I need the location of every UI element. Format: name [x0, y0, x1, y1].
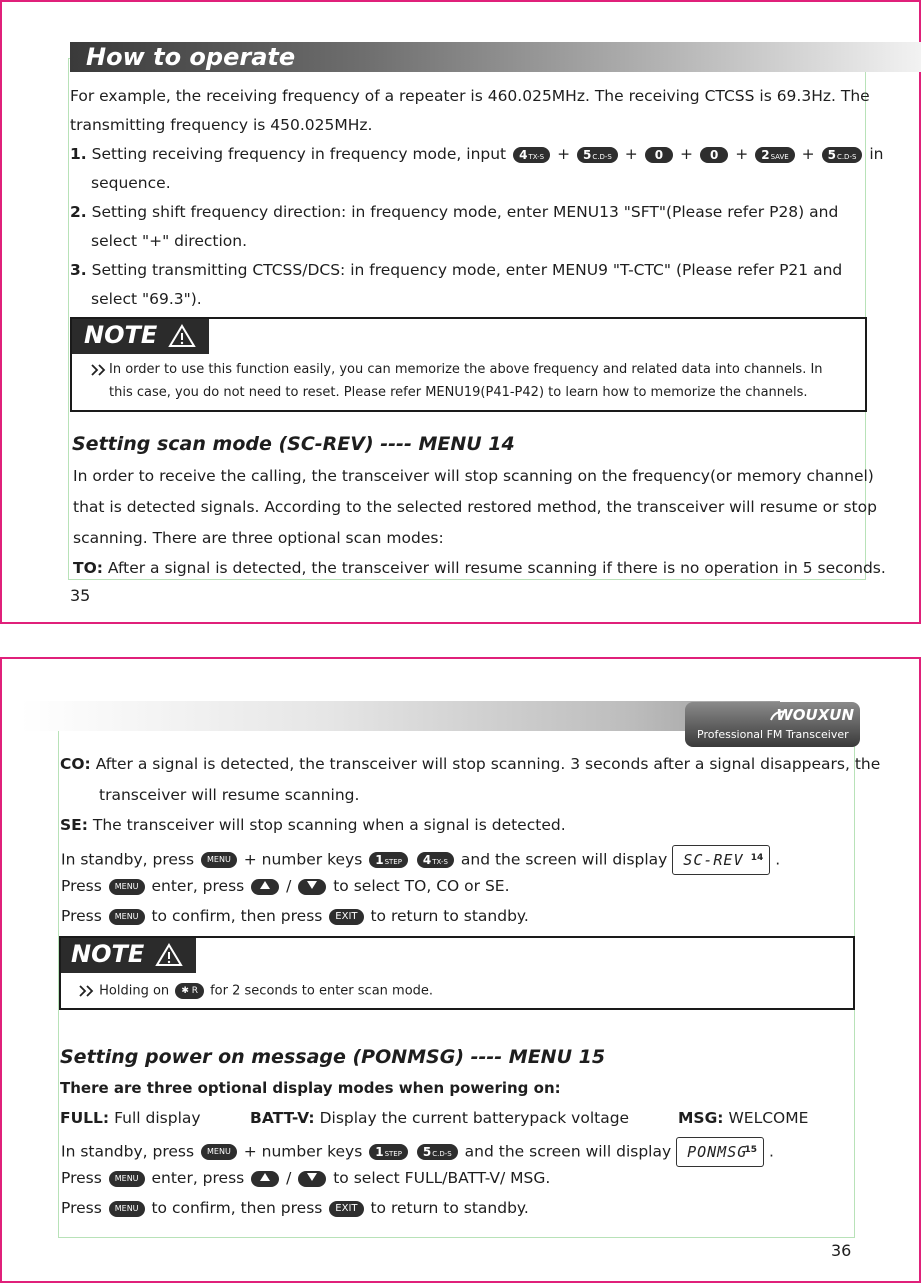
- menu-key-button: MENU: [109, 1171, 145, 1187]
- page-number: 36: [831, 1241, 852, 1260]
- ponmsg-step-2: Press MENU enter, press / to select FULL/BATT-V/ MSG.: [61, 1169, 551, 1187]
- note-line-1: In order to use this function easily, you can memorize the above frequency and related data into channels. In: [109, 362, 823, 377]
- step-1-text: Setting receiving frequency in frequency mode, input: [91, 145, 507, 163]
- scan-to: TO: After a signal is detected, the transceiver will resume scanning if there is no operation in 5 seconds.: [73, 559, 886, 577]
- scan-step-2: Press MENU enter, press / to select TO, CO or SE.: [61, 877, 510, 895]
- step-1-number: 1.: [70, 145, 87, 163]
- se-line: SE: The transceiver will stop scanning when a signal is detected.: [60, 816, 566, 834]
- scan-line-2: that is detected signals. According to the selected restored method, the transceiver will resume or stop: [73, 498, 877, 516]
- note-line-2: this case, you do not need to reset. Please refer MENU19(P41-P42) to learn how to memorize the channels.: [109, 385, 808, 400]
- scan-line-1: In order to receive the calling, the transceiver will stop scanning on the frequency(or memory channel): [73, 467, 874, 485]
- section-header-bar: [20, 701, 780, 731]
- menu-key-button: MENU: [201, 1144, 237, 1160]
- note-line: Holding on ✱ R for 2 seconds to enter scan mode.: [79, 983, 433, 999]
- scan-mode-heading: Setting scan mode (SC-REV) ---- MENU 14: [72, 433, 515, 455]
- double-chevron-icon: [79, 985, 95, 997]
- warning-triangle-icon: [155, 943, 183, 967]
- brand-name: WOUXUN: [776, 706, 854, 724]
- exit-key-button: EXIT: [329, 909, 363, 925]
- note-label: NOTE: [61, 938, 196, 973]
- step-3-cont: select "69.3").: [91, 290, 202, 308]
- page-number: 35: [70, 586, 91, 605]
- up-arrow-icon: [251, 1171, 279, 1187]
- page-36: [0, 657, 921, 1283]
- page-35: [0, 0, 921, 624]
- scan-step-3: Press MENU to confirm, then press EXIT to return to standby.: [61, 907, 529, 925]
- mode-msg: MSG: WELCOME: [678, 1109, 809, 1127]
- up-arrow-icon: [251, 879, 279, 895]
- ponmsg-heading: Setting power on message (PONMSG) ---- MENU 15: [60, 1046, 606, 1068]
- menu-key-button: MENU: [109, 1201, 145, 1217]
- warning-triangle-icon: [168, 324, 196, 348]
- key-5-button: 5C.D-S: [417, 1144, 458, 1160]
- mode-batt-v: BATT-V: Display the current batterypack voltage: [250, 1109, 630, 1127]
- note-label: NOTE: [72, 319, 209, 354]
- double-chevron-icon: [91, 364, 107, 376]
- step-3: 3. Setting transmitting CTCSS/DCS: in frequency mode, enter MENU9 "T-CTC" (Please refer P21 and: [70, 261, 843, 279]
- step-1: 1. Setting receiving frequency in frequency mode, input 4TX-S + 5C.D-S + 0 + 0 + 2SAVE + 5C.D-S in: [70, 145, 884, 163]
- down-arrow-icon: [298, 879, 326, 895]
- mode-full: FULL: Full display: [60, 1109, 201, 1127]
- menu-key-button: MENU: [109, 879, 145, 895]
- key-1-button: 1STEP: [369, 1144, 408, 1160]
- key-1-button: 1STEP: [369, 852, 408, 868]
- ponmsg-step-1: In standby, press MENU + number keys 1STEP 5C.D-S and the screen will display PONMSG 15 .: [61, 1137, 774, 1167]
- ponmsg-subheading: There are three optional display modes when powering on:: [60, 1079, 561, 1097]
- brand-tagline: Professional FM Transceiver: [697, 728, 849, 741]
- menu-key-button: MENU: [201, 852, 237, 868]
- key-5-button: 5C.D-S: [822, 147, 863, 163]
- step-2-cont: select "+" direction.: [91, 232, 248, 250]
- key-4-button: 4TX-S: [417, 852, 454, 868]
- key-0-button: 0: [700, 147, 728, 163]
- exit-key-button: EXIT: [329, 1201, 363, 1217]
- co-line: CO: After a signal is detected, the transceiver will stop scanning. 3 seconds after a signal disappears, the: [60, 755, 881, 773]
- key-0-button: 0: [645, 147, 673, 163]
- co-cont: transceiver will resume scanning.: [99, 786, 360, 804]
- brand-logo: [685, 702, 860, 747]
- lcd-display: SC-REV 14: [672, 845, 770, 875]
- scan-line-3: scanning. There are three optional scan modes:: [73, 529, 444, 547]
- intro-line-2: transmitting frequency is 450.025MHz.: [70, 116, 373, 134]
- key-4-button: 4TX-S: [513, 147, 550, 163]
- section-header-title: How to operate: [86, 43, 296, 71]
- step-2: 2. Setting shift frequency direction: in frequency mode, enter MENU13 "SFT"(Please refer P28) and: [70, 203, 839, 221]
- ponmsg-step-3: Press MENU to confirm, then press EXIT to return to standby.: [61, 1199, 529, 1217]
- key-2-button: 2SAVE: [755, 147, 795, 163]
- star-r-key-button: ✱ R: [175, 983, 204, 999]
- down-arrow-icon: [298, 1171, 326, 1187]
- lcd-display: PONMSG 15: [676, 1137, 764, 1167]
- intro-line-1: For example, the receiving frequency of a repeater is 460.025MHz. The receiving CTCSS is 69.3Hz. The: [70, 87, 870, 105]
- scan-step-1: In standby, press MENU + number keys 1STEP 4TX-S and the screen will display SC-REV 14 .: [61, 845, 780, 875]
- step-1-cont: sequence.: [91, 174, 171, 192]
- key-5-button: 5C.D-S: [577, 147, 618, 163]
- menu-key-button: MENU: [109, 909, 145, 925]
